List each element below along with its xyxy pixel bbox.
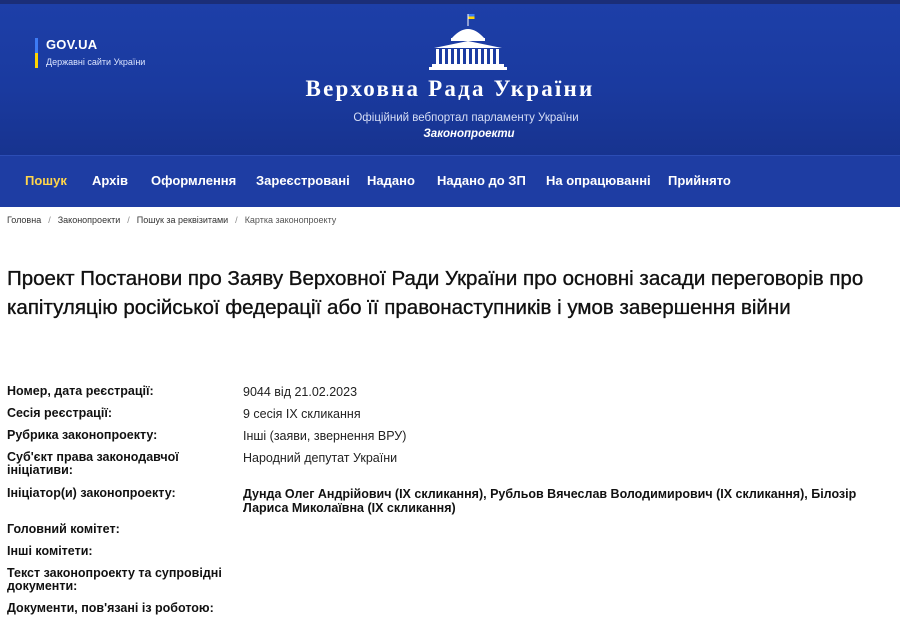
breadcrumb xyxy=(7,215,336,225)
gov-ua-flag-icon xyxy=(35,38,38,68)
breadcrumb-search[interactable]: Пошук за реквізитами xyxy=(136,215,229,225)
gov-ua-link[interactable] xyxy=(35,38,145,69)
detail-label: Номер, дата реєстрації: xyxy=(7,384,154,398)
breadcrumb-current: Картка законопроекту xyxy=(244,215,337,225)
detail-label: Інші комітети: xyxy=(7,544,93,558)
parliament-building-icon[interactable] xyxy=(426,12,510,72)
site-subtitle: Офіційний вебпортал парламенту України xyxy=(353,112,579,124)
breadcrumb-separator: / xyxy=(127,215,130,225)
detail-label: Ініціатор(и) законопроекту: xyxy=(7,486,176,500)
main-nav xyxy=(0,155,900,207)
nav-item-registered[interactable]: Зареєстровані xyxy=(256,173,350,188)
nav-item-search[interactable]: Пошук xyxy=(25,173,67,188)
breadcrumb-bills[interactable]: Законопроекти xyxy=(57,215,121,225)
detail-label: Суб'єкт права законодавчої ініціативи: xyxy=(7,450,179,477)
detail-label: Текст законопроекту та супровідні документи: xyxy=(7,566,222,593)
nav-item-submitted-to-zp[interactable]: Надано до ЗП xyxy=(437,173,526,188)
breadcrumb-home[interactable]: Головна xyxy=(7,215,42,225)
detail-value: Інші (заяви, звернення ВРУ) xyxy=(243,429,407,443)
breadcrumb-separator: / xyxy=(235,215,238,225)
gov-ua-subtitle: Державні сайти України xyxy=(46,57,146,67)
detail-value: 9044 від 21.02.2023 xyxy=(243,385,358,399)
detail-label: Рубрика законопроекту: xyxy=(7,428,158,442)
detail-label: Головний комітет: xyxy=(7,522,120,536)
detail-value: 9 сесія IX скликання xyxy=(243,407,361,421)
nav-item-in-processing[interactable]: На опрацюванні xyxy=(546,173,651,188)
site-header xyxy=(0,4,900,155)
detail-label: Сесія реєстрації: xyxy=(7,406,112,420)
nav-item-formatting[interactable]: Оформлення xyxy=(151,173,237,188)
detail-value: Народний депутат України xyxy=(243,451,398,465)
nav-item-archive[interactable]: Архів xyxy=(92,173,128,188)
site-section: Законопроекти xyxy=(423,128,515,140)
detail-label: Документи, пов'язані із роботою: xyxy=(7,601,214,615)
gov-ua-title: GOV.UA xyxy=(46,37,98,52)
detail-value-initiators[interactable]: Дунда Олег Андрійович (IX скликання), Рубльов Вячеслав Володимирович (IX скликання), Білозір Лариса Миколаївна (IX скликання) xyxy=(243,487,857,515)
breadcrumb-separator: / xyxy=(48,215,51,225)
site-title[interactable]: Верховна Рада України xyxy=(305,76,595,101)
nav-item-submitted[interactable]: Надано xyxy=(367,173,415,188)
nav-item-adopted[interactable]: Прийнято xyxy=(668,173,731,188)
page-title: Проект Постанови про Заяву Верховної Ради України про основні засади переговорів про капітуляцію російської федерації або її правонаступників і умов завершення війни xyxy=(7,267,864,319)
